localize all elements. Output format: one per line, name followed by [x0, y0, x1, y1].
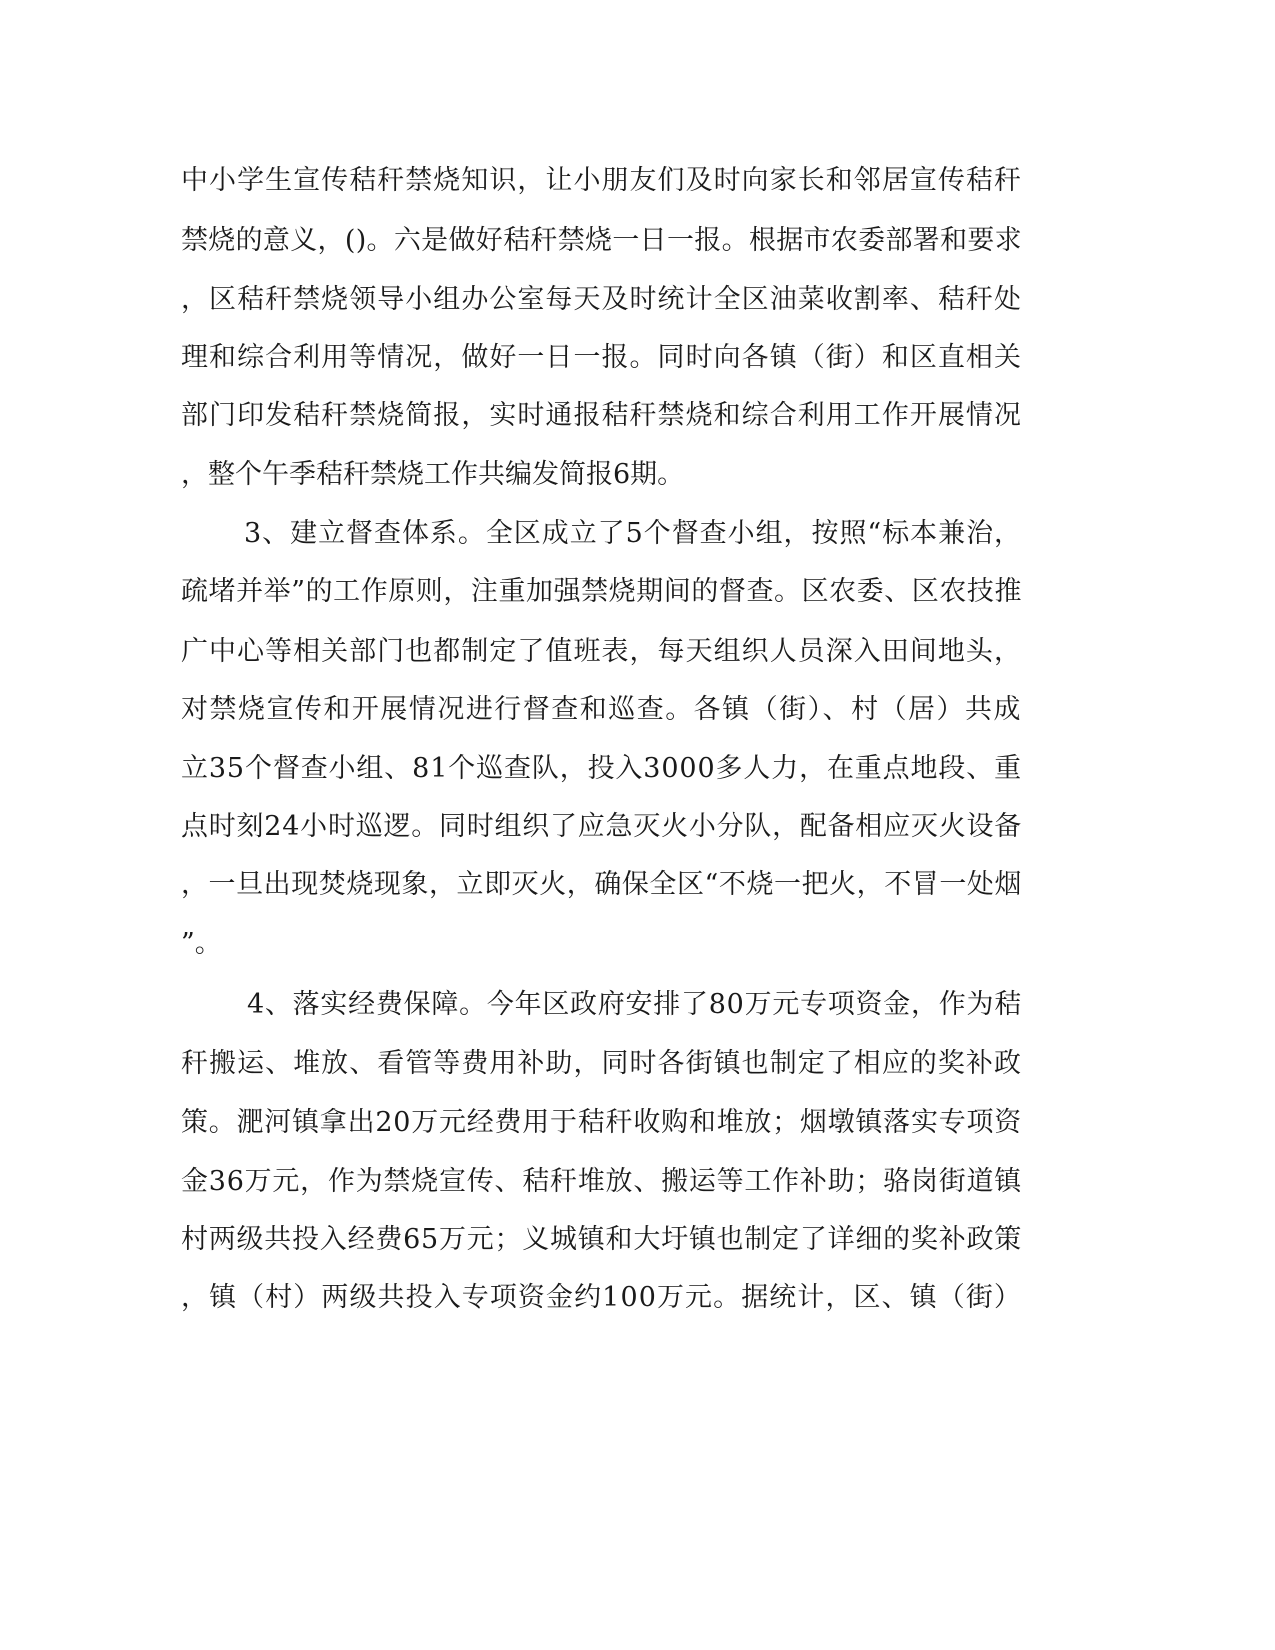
paragraph-first-line: 4、落实经费保障。今年区政府安排了80万元专项资金，作为秸 [247, 989, 1022, 1020]
text-line: ，镇（村）两级共投入专项资金约100万元。据统计，区、镇（街） [181, 1282, 1022, 1313]
text-line: 禁烧的意义，()。六是做好秸秆禁烧一日一报。根据市农委部署和要求 [181, 225, 1022, 256]
paragraph-first-line: 3、建立督查体系。全区成立了5个督查小组，按照“标本兼治， [244, 518, 1022, 549]
text-line: 立35个督查小组、81个巡查队，投入3000多人力，在重点地段、重 [181, 753, 1022, 784]
text-line: ，一旦出现焚烧现象，立即灭火，确保全区“不烧一把火，不冒一处烟 [181, 869, 1022, 900]
text-line: 对禁烧宣传和开展情况进行督查和巡查。各镇（街）、村（居）共成 [181, 694, 1022, 725]
text-line: 金36万元，作为禁烧宣传、秸秆堆放、搬运等工作补助；骆岗街道镇 [181, 1166, 1022, 1197]
text-line: ，区秸秆禁烧领导小组办公室每天及时统计全区油菜收割率、秸秆处 [181, 284, 1022, 315]
text-line: 疏堵并举”的工作原则，注重加强禁烧期间的督查。区农委、区农技推 [181, 576, 1022, 607]
text-line: 秆搬运、堆放、看管等费用补助，同时各街镇也制定了相应的奖补政 [181, 1048, 1022, 1079]
text-line: 点时刻24小时巡逻。同时组织了应急灭火小分队，配备相应灭火设备 [181, 811, 1022, 842]
text-line: 广中心等相关部门也都制定了值班表，每天组织人员深入田间地头， [181, 636, 1022, 667]
text-line: 中小学生宣传秸秆禁烧知识，让小朋友们及时向家长和邻居宣传秸秆 [181, 165, 1022, 196]
text-line: ，整个午季秸秆禁烧工作共编发简报6期。 [181, 459, 685, 490]
text-line: ”。 [181, 928, 222, 959]
text-line: 策。淝河镇拿出20万元经费用于秸秆收购和堆放；烟墩镇落实专项资 [181, 1107, 1022, 1138]
text-line: 理和综合利用等情况，做好一日一报。同时向各镇（街）和区直相关 [181, 342, 1022, 373]
text-line: 部门印发秸秆禁烧简报，实时通报秸秆禁烧和综合利用工作开展情况 [181, 400, 1022, 431]
text-line: 村两级共投入经费65万元；义城镇和大圩镇也制定了详细的奖补政策 [181, 1224, 1022, 1255]
